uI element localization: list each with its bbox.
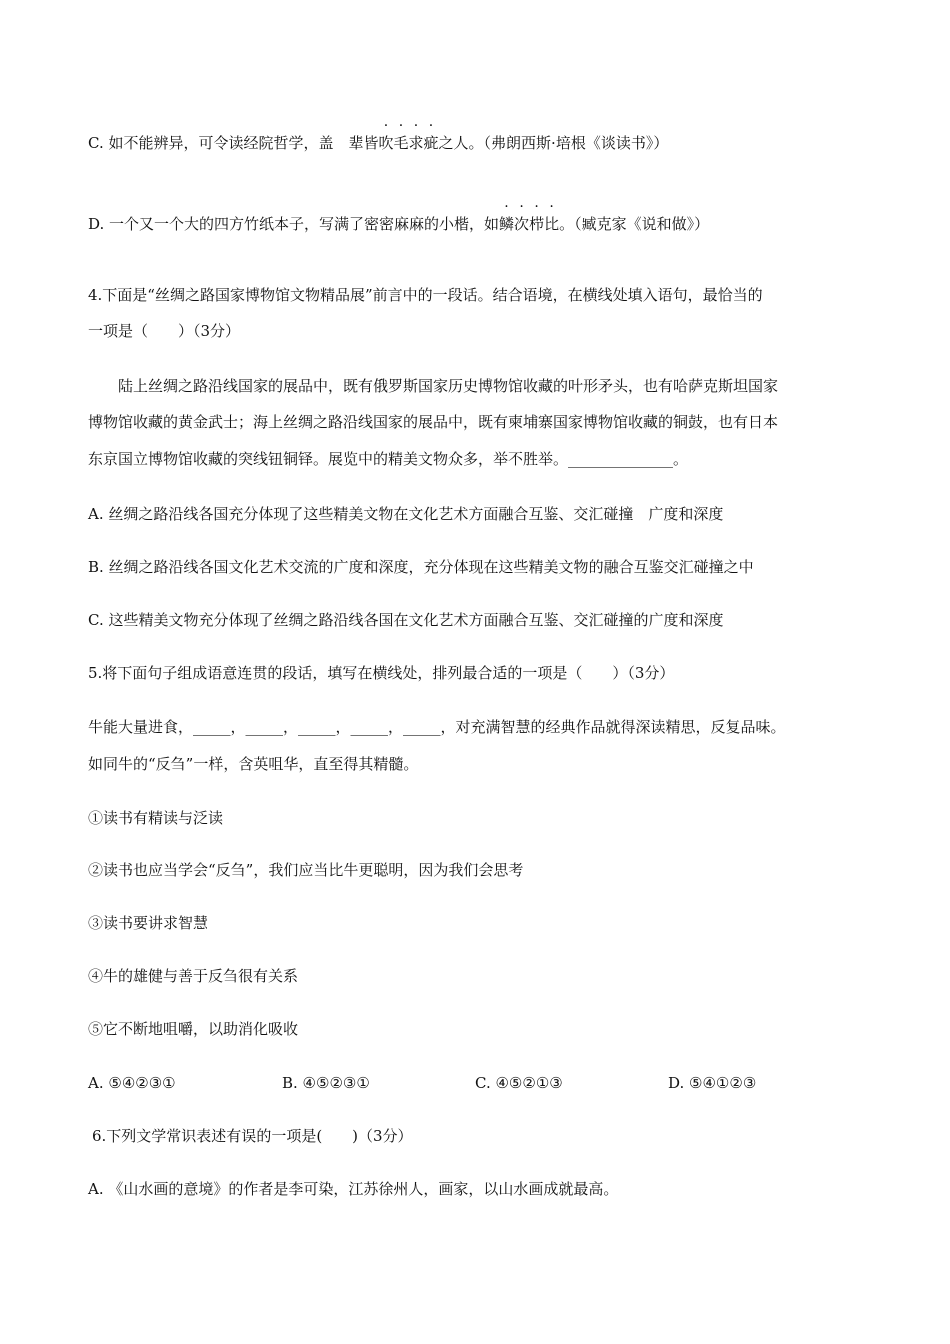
q3-option-c-post: 之人。（弗朗西斯·培根《谈读书》） — [438, 134, 669, 152]
q4-answer-blank: ______________ — [568, 450, 674, 468]
q5-option-a: A. ⑤④②③① — [88, 1074, 176, 1092]
q6-option-a: A. 《山水画的意境》的作者是李可染，江苏徐州人，画家，以山水画成就最高。 — [88, 1180, 619, 1198]
emphasis-char: 求 — [408, 134, 424, 152]
q3-option-d-emphasis — [499, 215, 559, 233]
q4-passage-line2: 博物馆收藏的黄金武士；海上丝绸之路沿线国家的展品中，既有柬埔寨国家博物馆收藏的铜鼓，也有日本 — [88, 413, 779, 431]
q5-option-b: B. ④⑤②③① — [282, 1074, 370, 1092]
q4-stem-line2: 一项是（ ）（3分） — [88, 322, 241, 340]
q6-stem: 6.下列文学常识表述有误的一项是( )（3分） — [92, 1127, 413, 1145]
q5-item-1: ①读书有精读与泛读 — [88, 809, 224, 827]
emphasis-char: 栉 — [529, 215, 545, 233]
q4-option-a: A. 丝绸之路沿线各国充分体现了这些精美文物在文化艺术方面融合互鉴、交汇碰撞 广度和深度 — [88, 505, 724, 523]
q4-passage-line1: 陆上丝绸之路沿线国家的展品中，既有俄罗斯国家历史博物馆收藏的叶形矛头，也有哈萨克斯坦国家 — [118, 377, 779, 395]
q4-passage-line3-end: 。 — [673, 450, 689, 468]
emphasis-char: 次 — [514, 215, 530, 233]
q5-sentence-line2: 如同牛的“反刍”一样，含英咀华，直至得其精髓。 — [88, 755, 419, 773]
emphasis-char: 毛 — [393, 134, 409, 152]
q5-item-4: ④牛的雄健与善于反刍很有关系 — [88, 967, 299, 985]
q5-item-5: ⑤它不断地咀嚼，以助消化吸收 — [88, 1020, 299, 1038]
q5-sentence-line1: 牛能大量进食，_____，_____，_____，_____，_____，对充满智慧的经典作品就得深读精思，反复品味。 — [88, 718, 786, 736]
q5-option-d: D. ⑤④①②③ — [668, 1074, 757, 1092]
q4-passage-line3-text: 东京国立博物馆收藏的突线钮铜铎。展览中的精美文物众多，举不胜举。 — [88, 450, 569, 468]
q3-option-d — [88, 214, 709, 234]
q5-stem: 5.将下面句子组成语意连贯的段话，填写在横线处，排列最合适的一项是（ ）（3分） — [88, 664, 675, 682]
emphasis-char: 疵 — [423, 134, 439, 152]
q3-option-c — [88, 133, 668, 153]
q4-passage-line3 — [88, 449, 688, 469]
q5-item-2: ②读书也应当学会“反刍”，我们应当比牛更聪明，因为我们会思考 — [88, 861, 524, 879]
q3-option-d-post: 。（臧克家《说和做》） — [559, 215, 710, 233]
q4-option-b: B. 丝绸之路沿线各国文化艺术交流的广度和深度，充分体现在这些精美文物的融合互鉴交汇碰撞之中 — [88, 558, 754, 576]
q5-item-3: ③读书要讲求智慧 — [88, 914, 209, 932]
emphasis-char: 鳞 — [499, 215, 515, 233]
emphasis-char: 吹 — [378, 134, 394, 152]
q4-stem-line1: 4.下面是“丝绸之路国家博物馆文物精品展”前言中的一段话。结合语境，在横线处填入语句，最恰当的 — [88, 286, 763, 304]
q3-option-c-emphasis — [378, 134, 438, 152]
emphasis-char: 比 — [544, 215, 560, 233]
q3-option-d-pre: D. 一个又一个大的四方竹纸本子，写满了密密麻麻的小楷，如 — [88, 215, 500, 233]
q4-option-c: C. 这些精美文物充分体现了丝绸之路沿线各国在文化艺术方面融合互鉴、交汇碰撞的广度和深度 — [88, 611, 724, 629]
q5-option-c: C. ④⑤②①③ — [475, 1074, 563, 1092]
q3-option-c-pre: C. 如不能辨异，可令读经院哲学，盖 辈皆 — [88, 134, 379, 152]
